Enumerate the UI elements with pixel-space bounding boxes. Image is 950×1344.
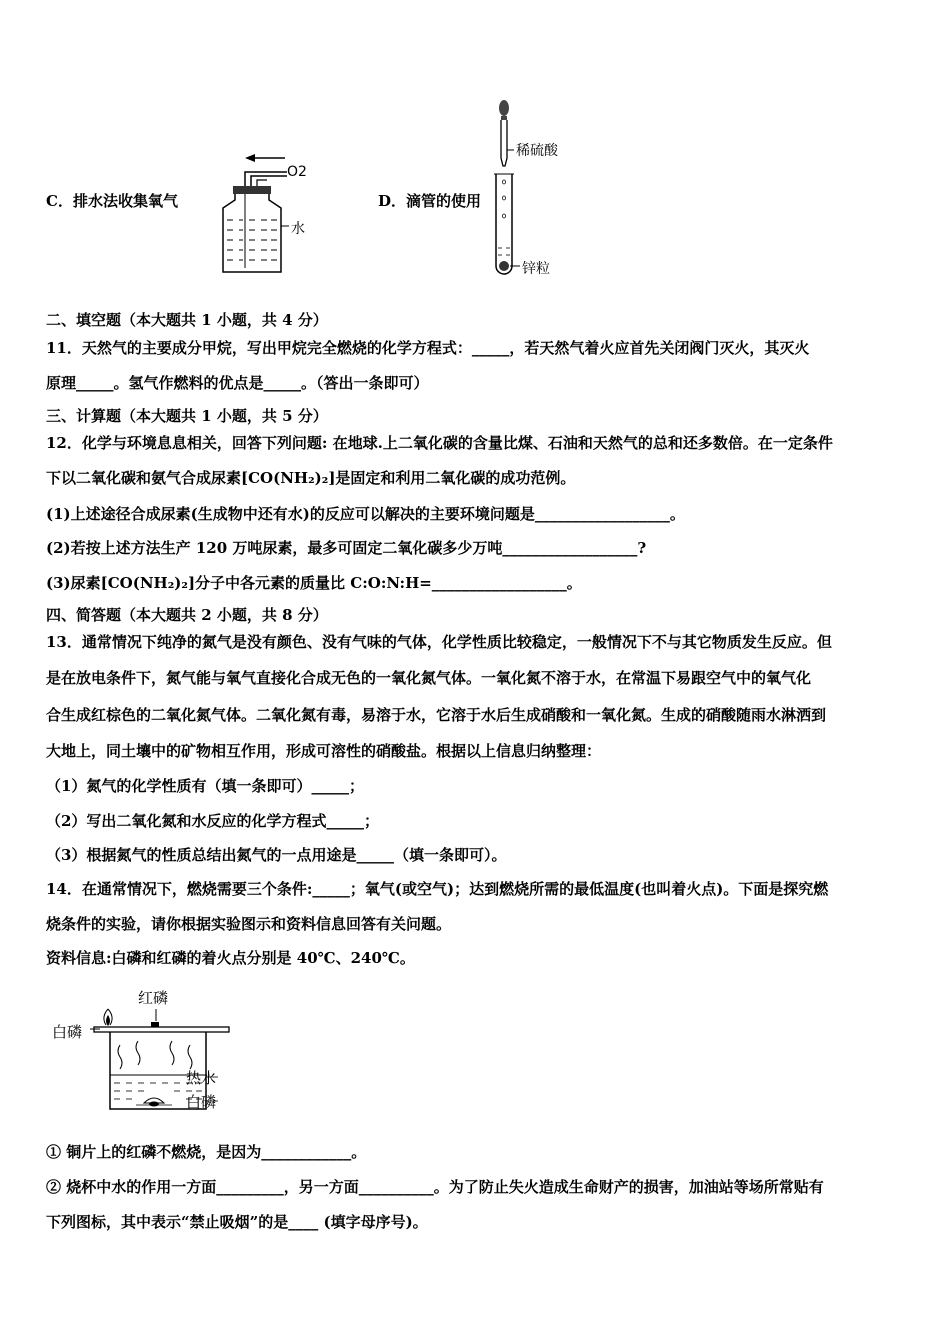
q14-part-2-cont: 下列图标，其中表示“禁止吸烟”的是____ (填字母序号)。: [46, 1213, 428, 1231]
q14-part-2: ② 烧杯中水的作用一方面_________，另一方面__________。为了防止失火造成生命财产的损害，加油站等场所常贴有: [46, 1178, 824, 1196]
label-hot-water: 热水: [186, 1069, 217, 1087]
option-c-caption: C．排水法收集氧气: [46, 192, 178, 210]
label-zinc-granules: 锌粒: [522, 261, 550, 277]
q12-line-1: 12．化学与环境息息相关，回答下列问题: 在地球.上二氧化碳的含量比煤、石油和天然气的总和还多数倍。在一定条件: [46, 434, 833, 452]
q13-part-1: （1）氮气的化学性质有（填一条即可）_____；: [46, 777, 364, 795]
label-white-phosphorus-bottom: 白磷: [186, 1093, 217, 1111]
q14-info: 资料信息:白磷和红磷的着火点分别是 40℃、240℃。: [46, 949, 415, 967]
q12-part-3: (3)尿素[CO(NH₂)₂]分子中各元素的质量比 C:O:N:H=__________________。: [46, 574, 582, 592]
q13-part-3: （3）根据氮气的性质总结出氮气的一点用途是_____（填一条即可）。: [46, 846, 507, 864]
option-d-caption: D．滴管的使用: [378, 192, 482, 210]
q12-line-2: 下以二氧化碳和氨气合成尿素[CO(NH₂)₂]是固定和利用二氧化碳的成功范例。: [46, 469, 576, 487]
q14-line-2: 烧条件的实验，请你根据实验图示和资料信息回答有关问题。: [46, 915, 452, 933]
label-red-phosphorus: 红磷: [138, 989, 169, 1007]
combustion-experiment-figure: [50, 985, 240, 1115]
label-water: 水: [291, 221, 305, 237]
q13-line-4: 大地上，同土壤中的矿物相互作用，形成可溶性的硝酸盐。根据以上信息归纳整理：: [46, 742, 602, 760]
q13-line-3: 合生成红棕色的二氧化氮气体。二氧化氮有毒，易溶于水，它溶于水后生成硝酸和一氧化氮。生成的硝酸随雨水淋洒到: [46, 706, 827, 724]
label-o2: O2: [287, 164, 307, 180]
dropper-diagram: [488, 98, 578, 283]
q13-line-1: 13．通常情况下纯净的氮气是没有颜色、没有气味的气体，化学性质比较稳定，一般情况下不与其它物质发生反应。但: [46, 633, 832, 651]
section-3-heading: 三、计算题（本大题共 1 小题，共 5 分）: [46, 407, 328, 425]
q14-part-1: ① 铜片上的红磷不燃烧，是因为____________。: [46, 1143, 367, 1161]
q12-part-2: (2)若按上述方法生产 120 万吨尿素，最多可固定二氧化碳多少万吨__________________?: [46, 539, 647, 557]
q11-line-1: 11．天然气的主要成分甲烷，写出甲烷完全燃烧的化学方程式：_____，若天然气着火应首先关闭阀门灭火，其灭火: [46, 339, 810, 357]
q13-part-2: （2）写出二氧化氮和水反应的化学方程式_____；: [46, 812, 379, 830]
label-dilute-sulfuric-acid: 稀硫酸: [516, 143, 558, 159]
q14-line-1: 14．在通常情况下，燃烧需要三个条件:_____；氧气(或空气)；达到燃烧所需的最低温度(也叫着火点)。下面是探究燃: [46, 880, 829, 898]
q13-line-2: 是在放电条件下，氮气能与氧气直接化合成无色的一氧化氮气体。一氧化氮不溶于水，在常温下易跟空气中的氧气化: [46, 669, 812, 687]
dropper-figure: [488, 98, 578, 283]
section-2-heading: 二、填空题（本大题共 1 小题，共 4 分）: [46, 311, 328, 329]
q12-part-1: (1)上述途径合成尿素(生成物中还有水)的反应可以解决的主要环境问题是__________________。: [46, 505, 685, 523]
label-white-phosphorus-top: 白磷: [52, 1023, 83, 1041]
gas-collection-figure: [205, 150, 315, 280]
section-4-heading: 四、简答题（本大题共 2 小题，共 8 分）: [46, 606, 328, 624]
q11-line-2: 原理_____。氢气作燃料的优点是_____。（答出一条即可）: [46, 374, 429, 392]
